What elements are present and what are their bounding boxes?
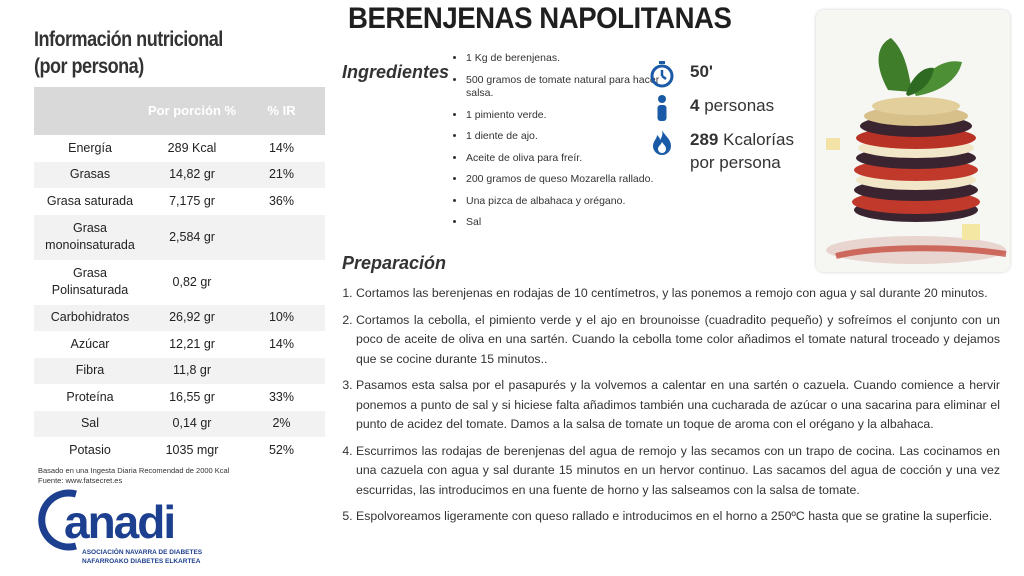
source-note: Basado en una Ingesta Diaria Recomendad de 2000 Kcal Fuente: www.fatsecret.es [38,466,230,485]
list-item: • 1 Kg de berenjenas. [466,52,662,66]
list-item: 3. Pasamos esta salsa por el pasapurés y la volvemos a calentar en una sartén o cazuela. Cuando comience a hervir ponemos a punto de sal y si hiciese falta añadimos también una cucharada de azúcar o una sacarina para eliminar el punto de acidez del tomate. Damos a la salsa de tomate un toque de aroma con el orégano y la albahaca. [356,376,1000,435]
row-value: 7,175 gr [169,193,215,208]
people-count: 4 [690,96,700,115]
table-row [34,358,325,385]
recipe-title: BERENJENAS NAPOLITANAS [348,2,732,35]
list-item: 5. Espolvoreamos ligeramente con queso rallado e introducimos en el horno a 250ºC hasta que se gratine la superficie. [356,507,1000,527]
row-label: Fibra [34,358,146,385]
calories-label-2: por persona [690,153,781,172]
list-item: 2. Cortamos la cebolla, el pimiento verde y el ajo en brounoisse (cuadradito pequeño) y sofreímos el conjunto con un poco de aceite de oliva en una sartén. Cuando la cebolla tome color añadimos el tomate natural troceado y dejamos que se cocine durante 15 minutos.. [356,311,1000,370]
table-row [34,411,325,438]
row-label: Azúcar [70,336,110,351]
person-icon [648,94,676,122]
row-value: 1035 mgr [165,442,219,457]
row-label: Grasas [34,162,146,189]
logo-subtitle-2: NAFARROAKO DIABETES ELKARTEA [82,558,201,565]
row-ir: 10% [238,305,325,332]
ingredients-list [448,52,662,238]
row-ir: 36% [268,193,295,208]
calories-label: Kcalorías [723,130,794,149]
stopwatch-icon [648,60,676,88]
preparation-steps [342,284,1000,534]
row-ir: 14% [268,140,295,155]
list-item: • 200 gramos de queso Mozarella rallado. [466,173,662,187]
header-empty [34,87,146,135]
calories-info [648,128,808,174]
anadi-logo [34,488,204,570]
preparation-heading: Preparación [342,253,447,273]
table-row [34,331,325,358]
table-header-row [34,87,325,135]
row-ir: 52% [268,442,295,457]
table-row [34,162,325,189]
row-ir: 14% [268,336,295,351]
row-ir [238,260,325,305]
dish-photo [816,10,1010,272]
table-row [34,215,325,260]
row-value: 16,55 gr [169,389,215,404]
header-portion: Por porción % [146,87,238,135]
table-row [34,384,325,411]
row-label: Proteína [66,389,114,404]
row-label: Grasa Polinsaturada [51,266,129,297]
list-item: • 500 gramos de tomate natural para hacer salsa. [466,74,662,101]
nutrition-table [34,87,325,464]
row-label: Potasio [69,442,111,457]
ingredients-heading: Ingredientes [342,62,450,82]
logo-wordmark: anadi [64,496,175,548]
people-info [648,94,808,122]
table-row [34,305,325,332]
header-ir: % IR [238,87,325,135]
table-row [34,260,325,305]
list-item: • Una pizca de albahaca y orégano. [466,195,662,209]
people-label: personas [704,96,775,115]
list-item: 1. Cortamos las berenjenas en rodajas de 10 centímetros, y las ponemos a remojo con agua y sal durante 20 minutos. [356,284,1000,304]
row-value: 12,21 gr [169,336,215,351]
row-ir [238,358,325,385]
row-label: Grasa saturada [46,193,134,208]
list-item: • 1 diente de ajo. [466,130,662,144]
row-value: 11,8 gr [146,358,238,385]
logo-subtitle-1: ASOCIACIÓN NAVARRA DE DIABETES [82,549,203,556]
list-item: • Aceite de oliva para freír. [466,152,662,166]
row-value: 26,92 gr [146,305,238,332]
row-value: 0,82 gr [172,274,212,289]
row-ir: 33% [268,389,295,404]
row-ir [238,215,325,260]
eggplant-stack-illustration [816,10,1010,272]
row-label: Grasa monoinsaturada [34,215,146,260]
row-label: Energía [68,140,112,155]
list-item: 4. Escurrimos las rodajas de berenjenas del agua de remojo y las secamos con un trapo de cocina. Las cocinamos en una cazuela con agua y sal durante 15 minutos en un hervor continuo. Las sacamos del agua de cocción y una vez escurridas, las introducimos en una fuente de horno y las salseamos con la salsa de tomate. [356,442,1000,501]
time-info [648,60,808,88]
table-row [34,188,325,215]
row-ir: 21% [238,162,325,189]
row-value: 0,14 gr [146,411,238,438]
calories-count: 289 [690,130,719,149]
row-ir: 2% [238,411,325,438]
table-row [34,135,325,162]
time-value: 50' [690,62,713,81]
nutrition-title: Información nutricional (por persona) [34,28,223,78]
row-value: 2,584 gr [146,215,238,260]
list-item: • Sal [466,216,662,230]
flame-icon [648,128,676,156]
row-value: 14,82 gr [146,162,238,189]
row-value: 289 Kcal [167,140,217,155]
list-item: • 1 pimiento verde. [466,109,662,123]
table-row [34,437,325,464]
row-label: Sal [34,411,146,438]
row-label: Carbohidratos [34,305,146,332]
